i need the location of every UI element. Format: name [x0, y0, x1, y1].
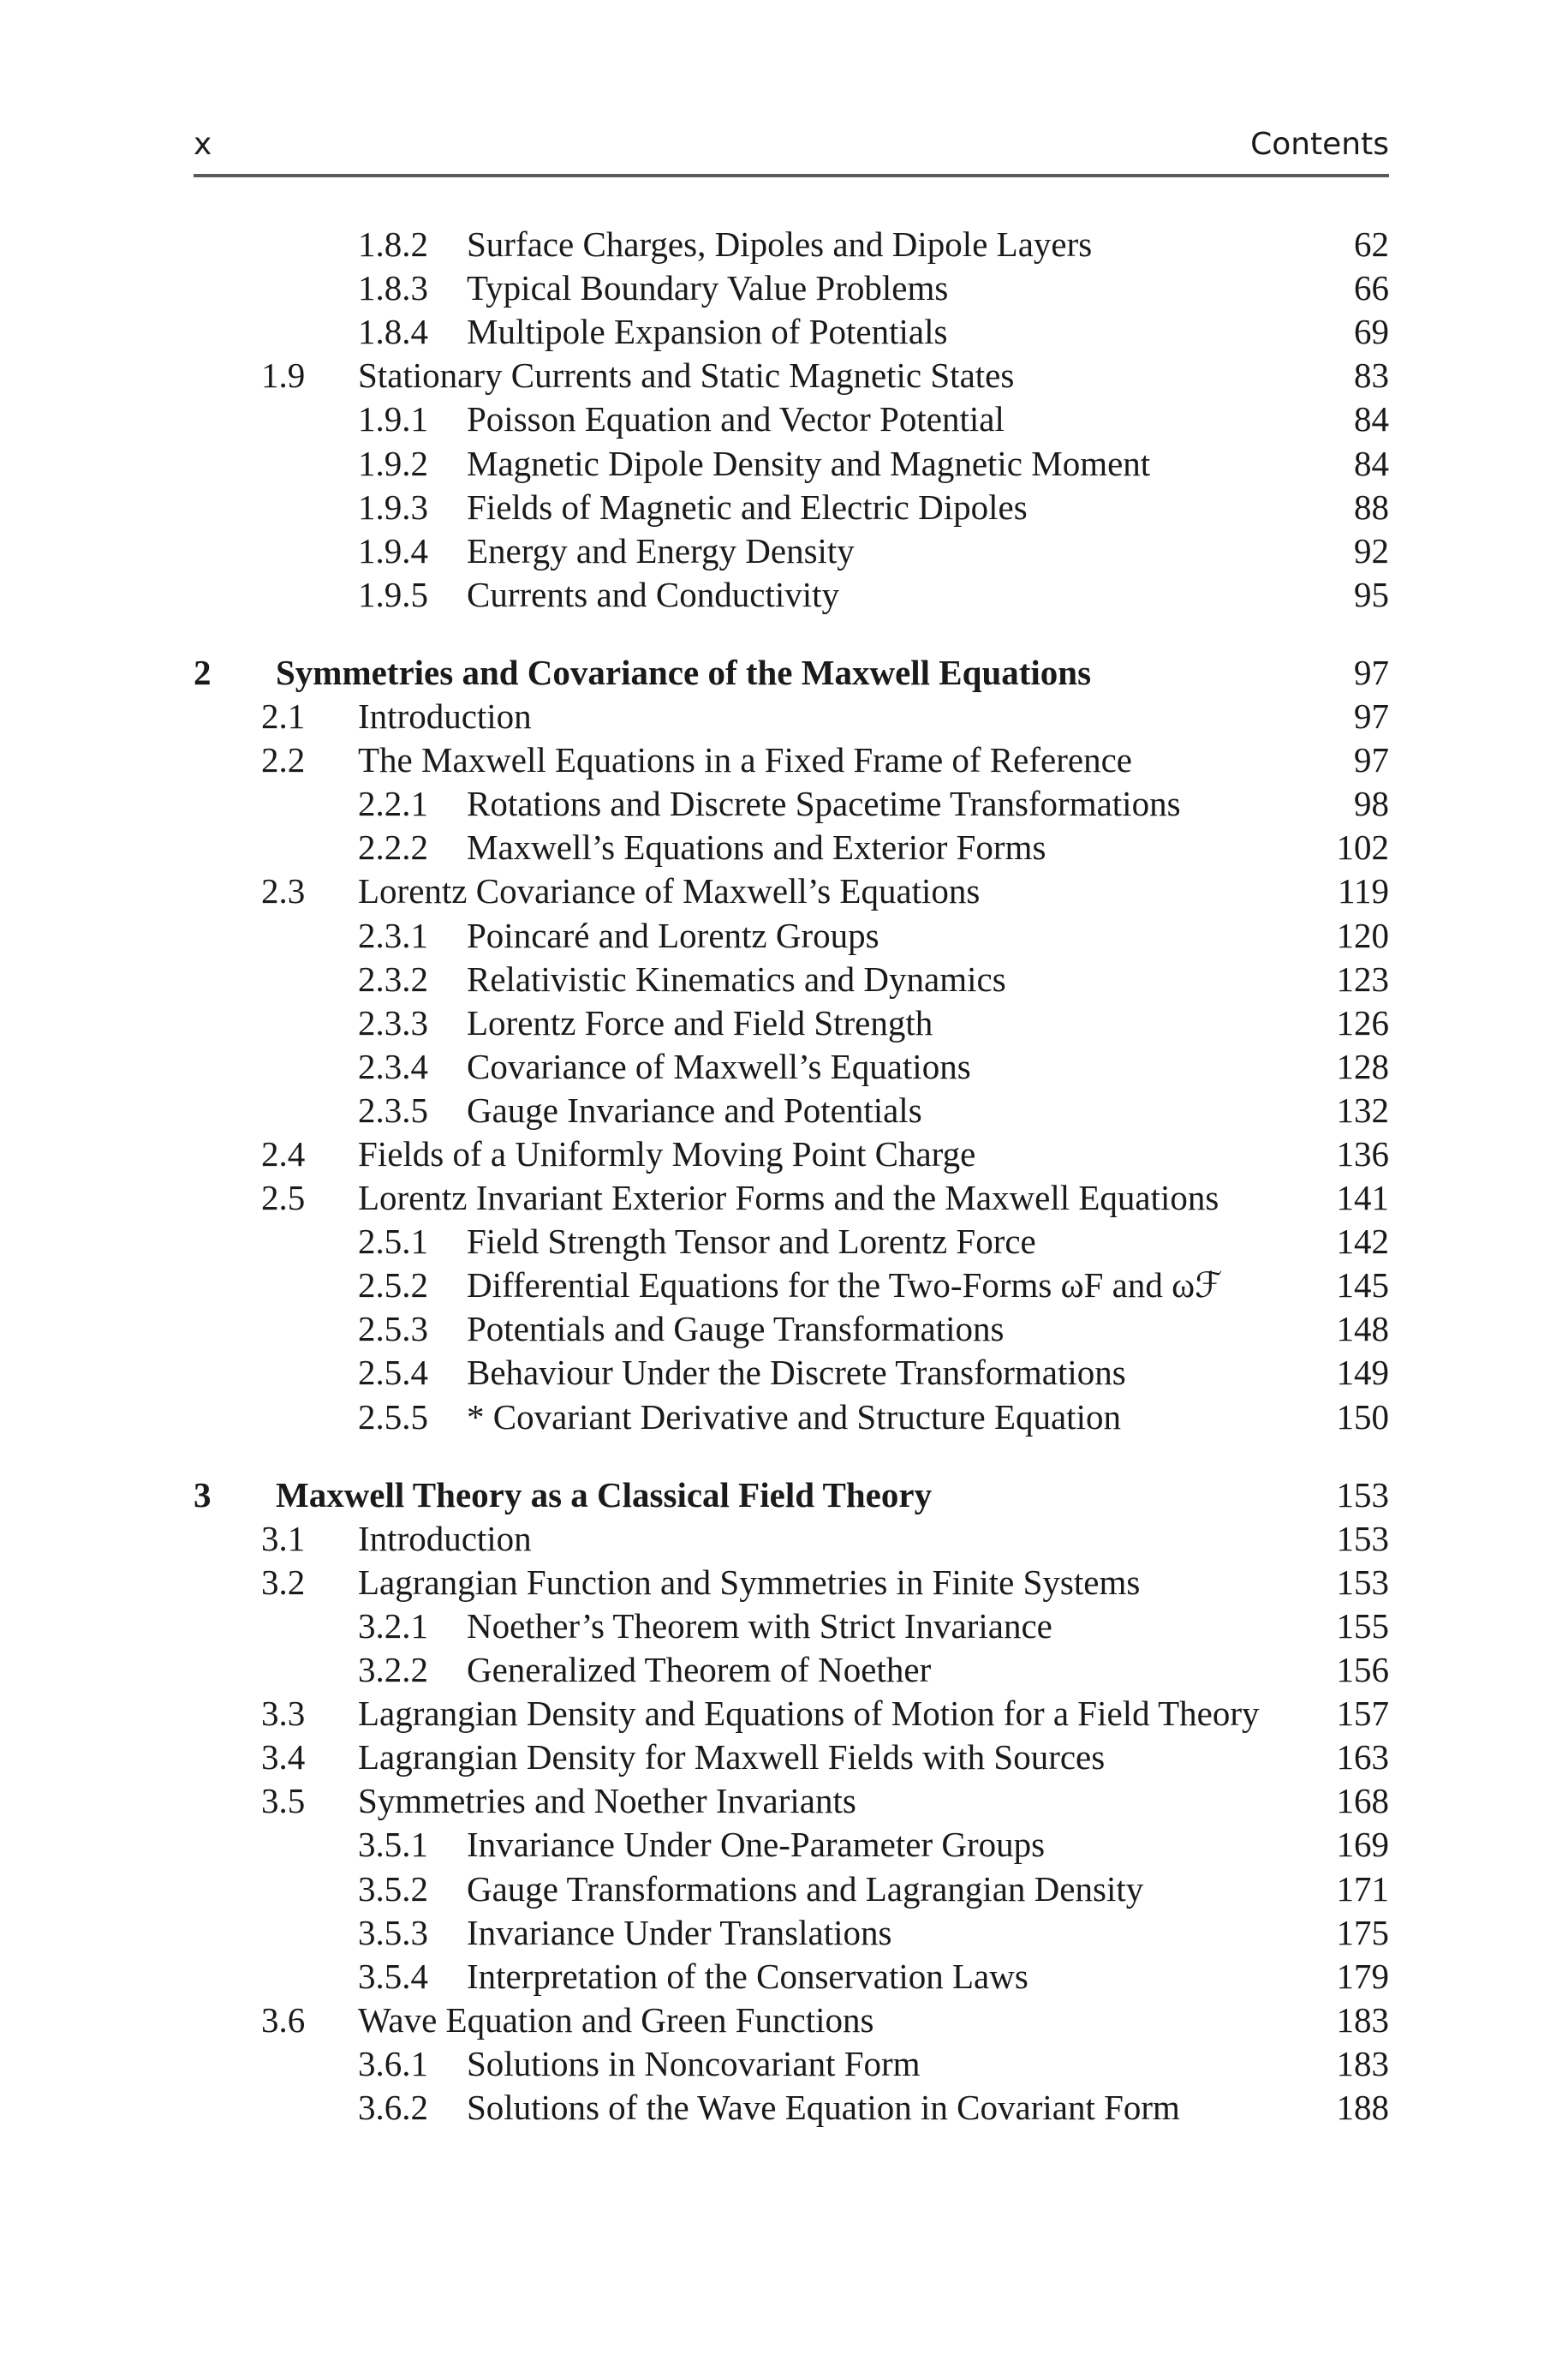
toc-entry-title-text: Invariance Under One-Parameter Groups [467, 1825, 1053, 1864]
toc-entry-title-text: Lagrangian Function and Symmetries in Finite Systems [358, 1562, 1148, 1602]
toc-entry-number: 3.2 [261, 1562, 306, 1602]
toc-entry-title-text: Generalized Theorem of Noether [467, 1650, 939, 1689]
toc-entry-title-text: Symmetries and Covariance of the Maxwell Equations [276, 653, 1100, 692]
toc-entry-page: 126 [1336, 1003, 1389, 1043]
toc-entry-number: 2.5.1 [358, 1222, 428, 1261]
toc-entry-page: 188 [1336, 2088, 1389, 2127]
toc-entry-number: 3.6 [261, 2000, 306, 2040]
toc-entry-page: 171 [1336, 1869, 1389, 1909]
toc-entry-title [467, 958, 1299, 1001]
toc-entry-title [358, 1736, 1299, 1779]
toc-entry-title-text: Surface Charges, Dipoles and Dipole Layers [467, 224, 1100, 264]
toc-entry-title [358, 1779, 1299, 1823]
toc-entry-number: 3 [194, 1475, 212, 1515]
toc-entry-title [467, 1911, 1299, 1955]
toc-entry-page: 62 [1354, 224, 1389, 264]
toc-entry-page: 156 [1336, 1650, 1389, 1689]
toc-entry-number: 3.3 [261, 1694, 306, 1733]
toc-entry-title-text: Poisson Equation and Vector Potential [467, 399, 1013, 439]
toc-entry-page: 183 [1336, 2044, 1389, 2083]
toc-entry-title [467, 310, 1299, 354]
toc-entry-page: 92 [1354, 531, 1389, 571]
toc-entry-title [358, 695, 1299, 738]
toc-entry-title-text: Noether’s Theorem with Strict Invariance [467, 1606, 1061, 1646]
toc-entry-number: 1.9.3 [358, 487, 428, 527]
toc-entry-title [467, 1604, 1299, 1648]
toc-entry-number: 3.5.4 [358, 1957, 428, 1996]
toc-entry-page: 179 [1336, 1957, 1389, 1996]
toc-entry-page: 97 [1354, 740, 1389, 780]
toc-entry-number: 1.9.5 [358, 575, 428, 614]
toc-entry-page: 84 [1354, 444, 1389, 483]
toc-entry-number: 2.3.5 [358, 1090, 428, 1130]
toc-entry-page: 148 [1336, 1309, 1389, 1348]
toc-entry-page: 119 [1338, 871, 1389, 911]
toc-entry-title-text: Interpretation of the Conservation Laws [467, 1957, 1037, 1996]
toc-entry-title-text: Lorentz Covariance of Maxwell’s Equations [358, 871, 988, 911]
toc-entry-title [467, 1955, 1299, 1999]
toc-entry-title-text: Covariance of Maxwell’s Equations [467, 1047, 980, 1086]
toc-entry-number: 2.4 [261, 1134, 306, 1174]
toc-entry-title-text: Solutions of the Wave Equation in Covariant Form [467, 2088, 1189, 2127]
toc-entry-page: 155 [1336, 1606, 1389, 1646]
toc-entry-number: 3.5 [261, 1781, 306, 1820]
toc-entry-title-text: Lorentz Force and Field Strength [467, 1003, 941, 1043]
toc-entry-page: 168 [1336, 1781, 1389, 1820]
toc-entry-number: 2.5.2 [358, 1265, 428, 1305]
toc-entry-title [358, 354, 1299, 397]
toc-entry-title-text: Lagrangian Density and Equations of Motion for a Field Theory [358, 1694, 1268, 1733]
toc-entry-title-text: Stationary Currents and Static Magnetic States [358, 356, 1022, 395]
toc-entry-page: 66 [1354, 268, 1389, 308]
toc-entry-number: 2.3.1 [358, 916, 428, 955]
toc-entry-number: 3.2.1 [358, 1606, 428, 1646]
toc-entry-title [467, 1867, 1299, 1911]
toc-entry-number: 1.9.1 [358, 399, 428, 439]
toc-entry-page: 145 [1336, 1265, 1389, 1305]
toc-entry-number: 3.6.2 [358, 2088, 428, 2127]
toc-entry-title-text: Symmetries and Noether Invariants [358, 1781, 865, 1820]
toc-entry-title [467, 573, 1299, 617]
toc-entry-page: 132 [1336, 1090, 1389, 1130]
toc-entry-title-text: Magnetic Dipole Density and Magnetic Moment [467, 444, 1159, 483]
toc-entry-number: 1.9.4 [358, 531, 428, 571]
toc-entry-page: 69 [1354, 312, 1389, 351]
toc-entry-page: 128 [1336, 1047, 1389, 1086]
toc-entry-page: 95 [1354, 575, 1389, 614]
toc-entry-title-text: Typical Boundary Value Problems [467, 268, 957, 308]
toc-entry-number: 3.2.2 [358, 1650, 428, 1689]
toc-entry-title-text: Multipole Expansion of Potentials [467, 312, 956, 351]
toc-entry-page: 84 [1354, 399, 1389, 439]
toc-entry-title-text: Introduction [358, 1519, 540, 1558]
toc-entry-title [467, 397, 1299, 441]
toc-entry-page: 123 [1336, 959, 1389, 999]
toc-entry-number: 3.5.2 [358, 1869, 428, 1909]
toc-entry-title [467, 1648, 1299, 1692]
toc-entry-number: 1.8.4 [358, 312, 428, 351]
toc-entry-title [467, 529, 1299, 573]
toc-entry-number: 2.1 [261, 696, 306, 736]
toc-entry-number: 3.4 [261, 1737, 306, 1777]
toc-entry-page: 157 [1336, 1694, 1389, 1733]
toc-entry-title-text: Currents and Conductivity [467, 575, 848, 614]
toc-entry-title-text: Maxwell’s Equations and Exterior Forms [467, 828, 1054, 867]
toc-entry-page: 153 [1336, 1562, 1389, 1602]
toc-entry-title [467, 2042, 1299, 2086]
toc-entry-page: 149 [1336, 1353, 1389, 1392]
toc-entry-page: 98 [1354, 784, 1389, 823]
toc-entry-page: 120 [1336, 916, 1389, 955]
toc-entry-page: 153 [1336, 1475, 1389, 1515]
toc-entry-title-text: Energy and Energy Density [467, 531, 863, 571]
toc-entry-title-text: Rotations and Discrete Spacetime Transformations [467, 784, 1189, 823]
toc-entry-title [358, 1176, 1299, 1220]
toc-entry-title [358, 738, 1299, 782]
toc-entry-page: 141 [1336, 1178, 1389, 1217]
toc-entry-number: 2.2 [261, 740, 306, 780]
toc-entry-title [467, 486, 1299, 529]
toc-entry-title [467, 2086, 1299, 2130]
toc-entry-page: 163 [1336, 1737, 1389, 1777]
toc-entry-title [358, 1999, 1299, 2042]
toc-entry-title-text: Invariance Under Translations [467, 1913, 900, 1952]
toc-entry-title [467, 1307, 1299, 1351]
toc-entry-number: 2.3.2 [358, 959, 428, 999]
toc-entry-page: 175 [1336, 1913, 1389, 1952]
toc-entry-number: 3.1 [261, 1519, 306, 1558]
toc-entry-page: 169 [1336, 1825, 1389, 1864]
toc-entry-title-text: * Covariant Derivative and Structure Equation [467, 1397, 1130, 1437]
toc-entry-title [467, 1001, 1299, 1045]
toc-entry-title-text: Fields of a Uniformly Moving Point Charge [358, 1134, 984, 1174]
toc-entry-page: 150 [1336, 1397, 1389, 1437]
toc-entry-title-text: Maxwell Theory as a Classical Field Theory [276, 1475, 940, 1515]
toc-entry-title-text: Wave Equation and Green Functions [358, 2000, 882, 2040]
toc-entry-page: 97 [1354, 696, 1389, 736]
toc-entry-title-text: Lagrangian Density for Maxwell Fields with Sources [358, 1737, 1113, 1777]
toc-entry-number: 1.8.2 [358, 224, 428, 264]
toc-entry-number: 1.8.3 [358, 268, 428, 308]
toc-entry-title [467, 1823, 1299, 1867]
toc-entry-title [467, 1351, 1299, 1395]
toc-entry-title-text: Introduction [358, 696, 540, 736]
toc-entry-title [467, 1264, 1299, 1307]
toc-entry-page: 153 [1336, 1519, 1389, 1558]
toc-entry-title [358, 1561, 1299, 1604]
toc-entry-number: 2.3 [261, 871, 306, 911]
toc-entry-title [467, 1045, 1299, 1089]
toc-entry-title-text: Fields of Magnetic and Electric Dipoles [467, 487, 1036, 527]
toc-entry-number: 2.2.1 [358, 784, 428, 823]
toc-entry-title-text: Gauge Transformations and Lagrangian Density [467, 1869, 1152, 1909]
page-number: x [194, 127, 212, 162]
toc-entry-number: 1.9.2 [358, 444, 428, 483]
toc-entry-title [467, 1395, 1299, 1439]
toc-entry-number: 2.2.2 [358, 828, 428, 867]
toc-entry-page: 88 [1354, 487, 1389, 527]
running-title: Contents [1250, 127, 1389, 162]
toc-entry-page: 136 [1336, 1134, 1389, 1174]
toc-entry-number: 2.3.4 [358, 1047, 428, 1086]
toc-entry-title [467, 826, 1299, 869]
toc-entry-title [276, 651, 1299, 695]
toc-entry-number: 3.5.3 [358, 1913, 428, 1952]
toc-entry-title-text: Potentials and Gauge Transformations [467, 1309, 1012, 1348]
toc-entry-title [467, 1220, 1299, 1264]
toc-entry-title [467, 914, 1299, 958]
toc-entry-number: 2.3.3 [358, 1003, 428, 1043]
toc-entry-title-text: Behaviour Under the Discrete Transformations [467, 1353, 1135, 1392]
toc-entry-title-text: Field Strength Tensor and Lorentz Force [467, 1222, 1045, 1261]
toc-entry-number: 2.5 [261, 1178, 306, 1217]
toc-entry-page: 183 [1336, 2000, 1389, 2040]
toc-entry-title-text: Lorentz Invariant Exterior Forms and the Maxwell Equations [358, 1178, 1227, 1217]
toc-entry-title-text: Poincaré and Lorentz Groups [467, 916, 888, 955]
toc-entry-title-text: The Maxwell Equations in a Fixed Frame of Reference [358, 740, 1141, 780]
toc-entry-title [467, 442, 1299, 486]
toc-entry-title [358, 869, 1299, 913]
toc-entry-number: 2.5.3 [358, 1309, 428, 1348]
toc-entry-title [467, 266, 1299, 310]
toc-entry-title [358, 1517, 1299, 1561]
toc-entry-title-text: Solutions in Noncovariant Form [467, 2044, 929, 2083]
toc-entry-number: 1.9 [261, 356, 306, 395]
toc-entry-number: 3.6.1 [358, 2044, 428, 2083]
toc-entry-title-text: Differential Equations for the Two-Forms ωF and ωℱ [467, 1265, 1231, 1305]
toc-entry-number: 2 [194, 653, 212, 692]
toc-entry-title [358, 1692, 1299, 1736]
toc-entry-title [467, 782, 1299, 826]
toc-entry-title [276, 1473, 1299, 1517]
toc-entry-page: 142 [1336, 1222, 1389, 1261]
toc-entry-number: 2.5.5 [358, 1397, 428, 1437]
toc-entry-title [467, 223, 1299, 266]
toc-entry-title [358, 1132, 1299, 1176]
toc-entry-number: 2.5.4 [358, 1353, 428, 1392]
toc-entry-number: 3.5.1 [358, 1825, 428, 1864]
toc-entry-title-text: Relativistic Kinematics and Dynamics [467, 959, 1015, 999]
toc-entry-page: 83 [1354, 356, 1389, 395]
toc-entry-title-text: Gauge Invariance and Potentials [467, 1090, 931, 1130]
toc-entry-page: 102 [1336, 828, 1389, 867]
toc-entry-page: 97 [1354, 653, 1389, 692]
toc-entry-title [467, 1089, 1299, 1132]
